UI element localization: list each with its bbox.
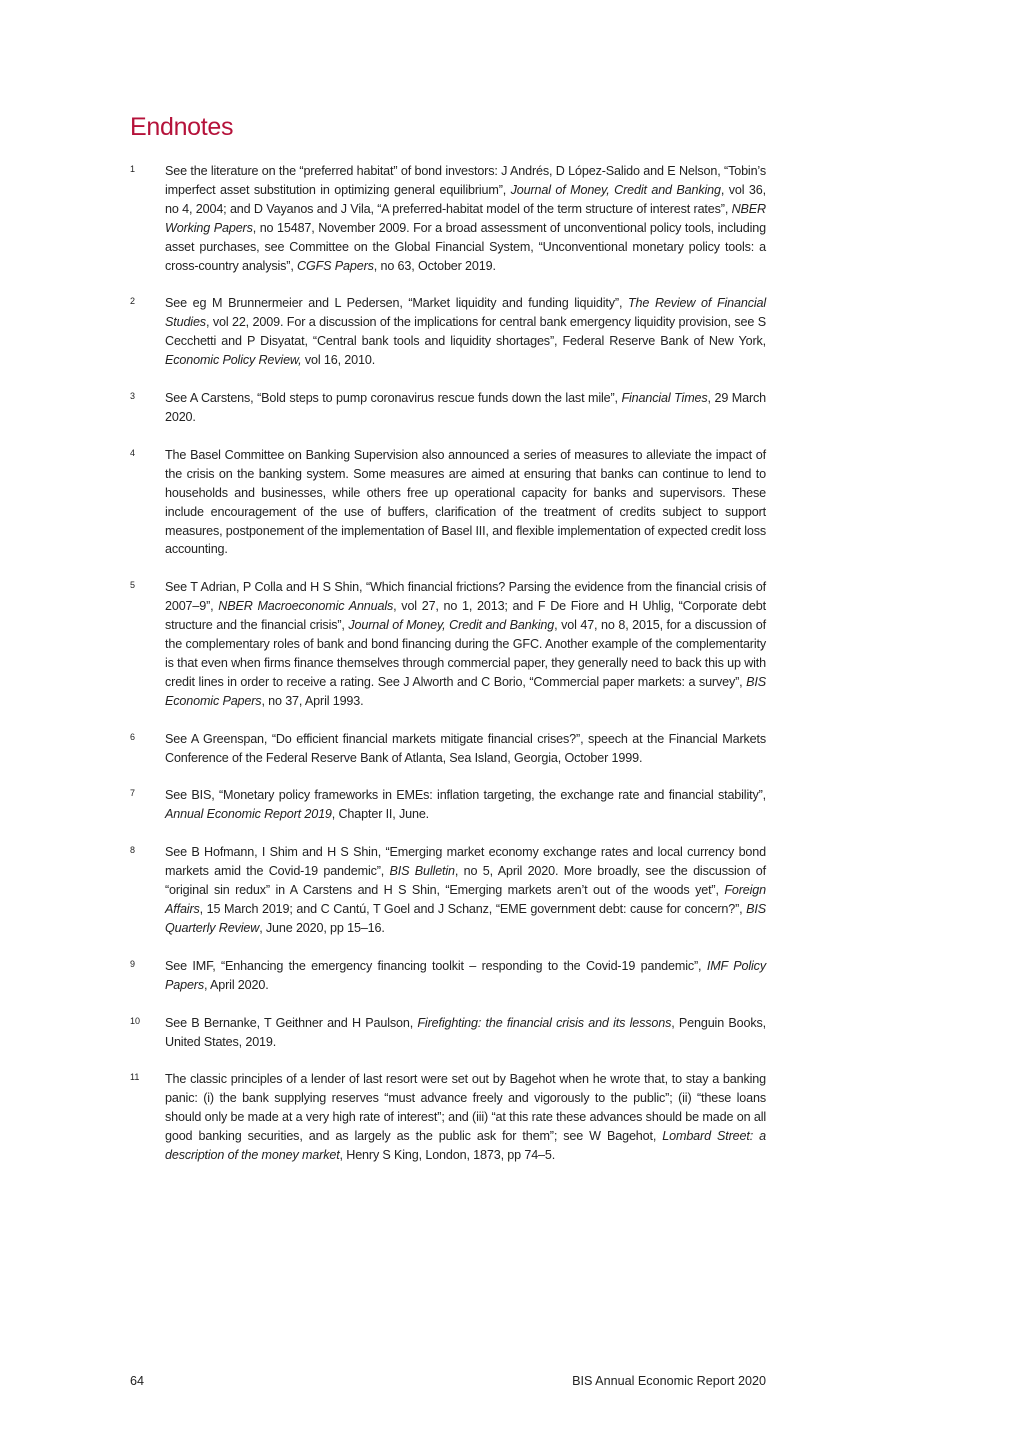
endnote-text-segment: , April 2020. — [204, 977, 269, 992]
endnote-text — [165, 843, 766, 938]
citation-title: Financial Times — [621, 391, 708, 406]
endnote-text-segment: , Penguin Books, United States, 2019. — [165, 1015, 766, 1049]
endnote-2 — [130, 294, 766, 370]
publication-title: BIS Annual Economic Report 2020 — [572, 1374, 766, 1388]
endnote-7 — [130, 786, 766, 824]
endnote-text-segment: , vol 36, no 4, 2004; and D Vayanos and J Vila, “A preferred-habitat model of the term structure of interest rates”, — [165, 182, 766, 216]
endnote-text-segment: , 15 March 2019; and C Cantú, T Goel and J Schanz, “EME government debt: cause for concern?”, — [199, 902, 747, 916]
citation-title: Journal of Money, Credit and Banking — [510, 182, 721, 197]
citation-title: Firefighting: the financial crisis and its lessons — [417, 1015, 672, 1030]
endnote-text-segment: , vol 22, 2009. For a discussion of the implications for central bank emergency liquidity provision, see S Cecchetti and P Disyatat, “Central bank tools and liquidity shortages”, Federal Reserve Bank of New York, — [165, 315, 766, 349]
endnote-text — [165, 162, 766, 275]
endnote-text — [165, 446, 766, 559]
citation-title: BIS Quarterly Review — [165, 902, 766, 935]
endnote-text-segment: The classic principles of a lender of last resort were set out by Bagehot when he wrote that, to stay a banking panic: (i) the bank supplying reserves “must advance freely and vigorously to the public”; (ii) “these loans should only be made at a very high rate of interest”; and (iii) “at this rate these advances should be made on all good banking securities, and as largely as the public ask for them”; see W Bagehot, — [165, 1072, 766, 1144]
endnote-4 — [130, 446, 766, 559]
endnote-10 — [130, 1014, 766, 1052]
citation-title: IMF Policy Papers — [165, 958, 766, 992]
citation-title: BIS Economic Papers — [165, 674, 766, 708]
endnote-number: 5 — [130, 580, 136, 591]
endnote-text-segment: See A Carstens, “Bold steps to pump coronavirus rescue funds down the last mile”, — [165, 391, 622, 406]
endnote-number: 1 — [130, 164, 136, 174]
endnote-text-segment: , no 15487, November 2009. For a broad assessment of unconventional policy tools, including asset purchases, see Committee on the Global Financial System, “Unconventional monetary policy tools: a cross-country analysis”, — [165, 220, 766, 273]
endnote-text-segment: , Henry S King, London, 1873, pp 74–5. — [339, 1148, 556, 1163]
citation-title: Economic Policy Review, — [165, 353, 302, 368]
endnote-text — [165, 1070, 766, 1165]
endnote-number: 8 — [130, 845, 136, 856]
endnote-text-segment: See B Bernanke, T Geithner and H Paulson, — [165, 1015, 418, 1030]
endnote-text-segment: , vol 27, no 1, 2013; and F De Fiore and H Uhlig, “Corporate debt structure and the financial crisis”, — [165, 599, 766, 633]
endnote-11 — [130, 1070, 766, 1165]
endnote-text-segment: See the literature on the “preferred habitat” of bond investors: J Andrés, D López-Salido and E Nelson, “Tobin’s imperfect asset substitution in optimizing general equilibrium”, — [165, 164, 766, 197]
endnote-text-segment: See T Adrian, P Colla and H S Shin, “Which financial frictions? Parsing the evidence from the financial crisis of 2007–9”, — [165, 580, 766, 614]
endnote-text — [165, 730, 766, 768]
endnote-text-segment: , no 5, April 2020. More broadly, see the discussion of “original sin redux” in A Carstens and H S Shin, “Emerging markets aren’t out of the woods yet”, — [165, 864, 766, 898]
endnote-text-segment: , 29 March 2020. — [165, 391, 767, 424]
endnote-text-segment: vol 16, 2010. — [301, 353, 376, 368]
page-number: 64 — [130, 1374, 145, 1388]
endnote-text-segment: , vol 47, no 8, 2015, for a discussion of the complementary roles of bank and bond financing during the GFC. Another example of the complementarity is that even when firms finance themselves through commercial paper, they generally need to back this up with credit lines in order to receive a rating. See J Alworth and C Borio, “Commercial paper markets: a survey”, — [165, 618, 766, 689]
endnote-3 — [130, 389, 766, 427]
citation-title: CGFS Papers — [297, 258, 374, 273]
citation-title: The Review of Financial Studies — [165, 296, 766, 330]
endnote-number: 2 — [130, 296, 136, 307]
endnote-text-segment: See IMF, “Enhancing the emergency financing toolkit – responding to the Covid-19 pandemic”, — [165, 958, 707, 973]
endnote-text — [165, 389, 766, 427]
endnote-text-segment: See eg M Brunnermeier and L Pedersen, “Market liquidity and funding liquidity”, — [165, 296, 629, 311]
page-title: Endnotes — [130, 113, 234, 141]
citation-title: NBER Working Papers — [165, 201, 766, 235]
endnote-8 — [130, 843, 766, 938]
citation-title: Journal of Money, Credit and Banking — [348, 618, 555, 633]
citation-title: Annual Economic Report 2019 — [165, 807, 332, 822]
endnote-5 — [130, 578, 766, 710]
endnote-6 — [130, 730, 766, 768]
endnote-text — [165, 957, 766, 995]
endnote-text-segment: See A Greenspan, “Do efficient financial markets mitigate financial crises?”, speech at the Financial Markets Conference of the Federal Reserve Bank of Atlanta, Sea Island, Georgia, October 1999. — [165, 731, 766, 765]
endnote-number: 10 — [130, 1015, 141, 1026]
citation-title: BIS Bulletin — [389, 864, 455, 879]
endnote-text — [165, 578, 766, 710]
citation-title: Lombard Street: a description of the money market — [165, 1129, 766, 1163]
endnote-number: 11 — [130, 1072, 140, 1083]
endnote-1 — [130, 162, 766, 275]
endnote-text-segment: See B Hofmann, I Shim and H S Shin, “Emerging market economy exchange rates and local currency bond markets amid the Covid-19 pandemic”, — [165, 845, 766, 879]
endnote-number: 6 — [130, 731, 136, 742]
endnote-9 — [130, 957, 766, 995]
endnote-text-segment: , no 63, October 2019. — [373, 258, 496, 273]
endnote-number: 4 — [130, 447, 136, 458]
endnote-number: 3 — [130, 391, 136, 402]
citation-title: Foreign Affairs — [165, 883, 766, 916]
endnotes-list — [130, 162, 766, 1184]
endnote-text — [165, 294, 766, 370]
endnote-text — [165, 1014, 766, 1052]
endnote-text-segment: , June 2020, pp 15–16. — [259, 920, 385, 935]
endnote-text-segment: , Chapter II, June. — [331, 807, 430, 822]
endnote-text-segment: The Basel Committee on Banking Supervision also announced a series of measures to alleviate the impact of the crisis on the banking system. Some measures are aimed at ensuring that banks can continue to lend to households and businesses, while others free up operational capacity for banks and supervisors. These include encouragement of the use of buffers, clarification of the treatment of credits subject to support measures, postponement of the implementation of Basel III, and flexible implementation of expected credit loss accounting. — [165, 447, 766, 557]
citation-title: NBER Macroeconomic Annuals — [218, 599, 394, 614]
endnote-text-segment: , no 37, April 1993. — [261, 693, 364, 708]
endnote-text — [165, 786, 766, 824]
endnote-text-segment: See BIS, “Monetary policy frameworks in EMEs: inflation targeting, the exchange rate and financial stability”, — [165, 788, 766, 803]
endnote-number: 7 — [130, 788, 136, 799]
endnote-number: 9 — [130, 958, 136, 969]
